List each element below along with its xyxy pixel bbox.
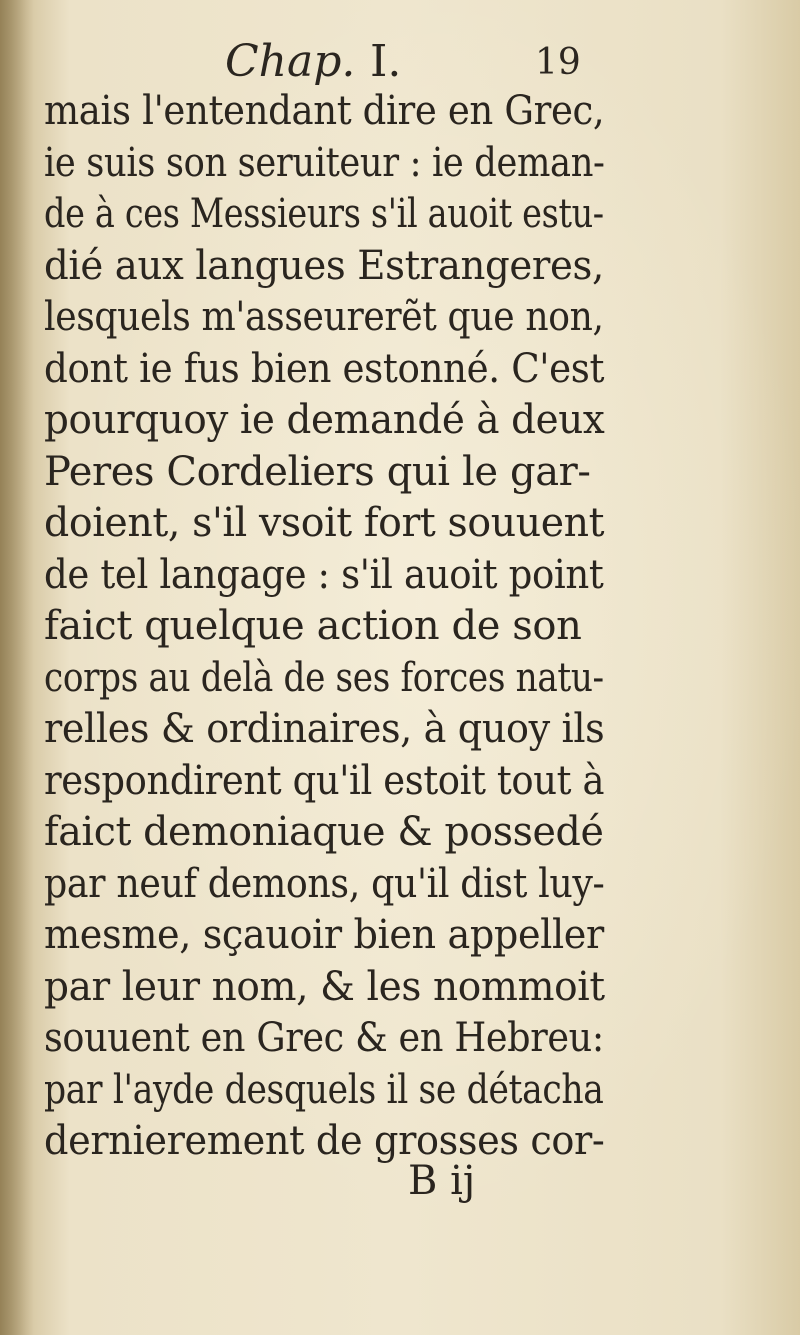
gutter-shadow <box>0 0 34 1335</box>
text-line: par leur nom, & les nommoit <box>44 963 605 1010</box>
chapter-label: Chap. <box>225 36 356 87</box>
text-line: mais l'entendant dire en Grec, <box>44 88 605 134</box>
text-line: de à ces Messieurs s'il auoit estu- <box>44 191 604 237</box>
text-line: dernierement de grosses cor- <box>44 1118 605 1164</box>
text-line: de tel langage : s'il auoit point <box>44 551 604 598</box>
page-number: 19 <box>535 42 581 83</box>
text-line: souuent en Grec & en Hebreu: <box>44 1015 604 1061</box>
text-line: mesme, sçauoir bien appeller <box>44 912 604 958</box>
text-line: ie suis son seruiteur : ie deman- <box>44 139 605 186</box>
text-line: doient, s'il vsoit fort souuent <box>44 500 605 546</box>
text-line: lesquels m'asseurerẽt que non, <box>44 294 604 340</box>
text-line: faict quelque action de son <box>44 603 582 649</box>
body-text <box>44 86 604 1168</box>
text-line: par l'ayde desquels il se détacha <box>44 1066 604 1113</box>
chapter-number: I. <box>370 36 402 87</box>
text-line: faict demoniaque & possedé <box>44 809 604 855</box>
text-line: dont ie fus bien estonné. C'est <box>44 345 605 392</box>
text-line: par neuf demons, qu'il dist luy- <box>44 860 605 907</box>
text-line: dié aux langues Estrangeres, <box>44 242 604 289</box>
running-head <box>0 30 800 90</box>
text-line: corps au delà de ses forces natu- <box>44 654 604 701</box>
signature-mark: B ij <box>408 1158 476 1204</box>
text-line: respondirent qu'il estoit tout à <box>44 757 605 804</box>
text-line: Peres Cordeliers qui le gar- <box>44 448 591 495</box>
text-line: pourquoy ie demandé à deux <box>44 397 605 443</box>
text-line: relles & ordinaires, à quoy ils <box>44 706 605 752</box>
